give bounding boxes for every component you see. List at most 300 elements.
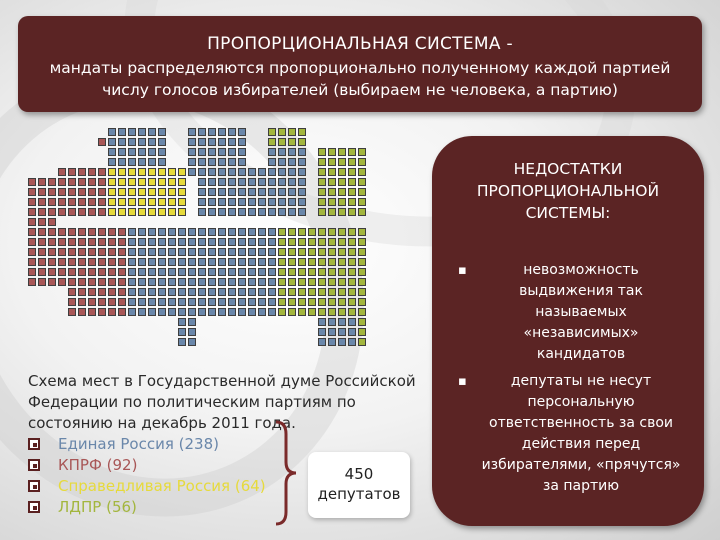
seat-cell: [158, 178, 166, 186]
seat-cell: [158, 288, 166, 296]
seat-cell: [38, 248, 46, 256]
seat-cell: [328, 178, 336, 186]
legend-item-kprf: [28, 455, 266, 476]
seat-cell: [338, 178, 346, 186]
seat-cell: [318, 318, 326, 326]
seat-cell: [198, 208, 206, 216]
seat-cell: [298, 168, 306, 176]
seat-cell: [328, 148, 336, 156]
seat-cell: [48, 198, 56, 206]
seat-cell: [78, 278, 86, 286]
seat-cell: [118, 258, 126, 266]
seat-cell: [238, 288, 246, 296]
seat-cell: [278, 188, 286, 196]
seat-cell: [38, 208, 46, 216]
seat-cell: [108, 268, 116, 276]
seat-cell: [88, 268, 96, 276]
seat-cell: [98, 198, 106, 206]
seat-cell: [68, 238, 76, 246]
seat-cell: [238, 138, 246, 146]
seat-cell: [78, 248, 86, 256]
seat-cell: [88, 178, 96, 186]
seat-cell: [198, 268, 206, 276]
seat-cell: [78, 288, 86, 296]
seat-cell: [208, 148, 216, 156]
seat-cell: [98, 248, 106, 256]
seat-cell: [128, 228, 136, 236]
seat-cell: [278, 298, 286, 306]
seat-cell: [38, 268, 46, 276]
seat-cell: [68, 198, 76, 206]
seat-cell: [308, 288, 316, 296]
seat-cell: [278, 258, 286, 266]
seat-cell: [188, 268, 196, 276]
seat-cell: [348, 238, 356, 246]
seat-cell: [338, 248, 346, 256]
seat-cell: [188, 138, 196, 146]
seat-cell: [348, 178, 356, 186]
seat-cell: [258, 198, 266, 206]
seat-cell: [298, 308, 306, 316]
seat-cell: [108, 238, 116, 246]
drawback-text: невозможность выдвижения так называемых «независимых» кандидатов: [519, 262, 643, 362]
seat-cell: [228, 238, 236, 246]
seat-cell: [298, 198, 306, 206]
seat-cell: [198, 228, 206, 236]
seat-cell: [118, 228, 126, 236]
seat-cell: [228, 158, 236, 166]
seat-cell: [198, 198, 206, 206]
seat-cell: [108, 248, 116, 256]
seat-cell: [208, 178, 216, 186]
seat-cell: [268, 158, 276, 166]
seat-cell: [148, 278, 156, 286]
seat-cell: [58, 278, 66, 286]
seat-cell: [148, 198, 156, 206]
seat-cell: [248, 188, 256, 196]
seat-cell: [68, 248, 76, 256]
seat-cell: [268, 188, 276, 196]
seat-cell: [338, 148, 346, 156]
seat-cell: [108, 308, 116, 316]
seat-cell: [268, 198, 276, 206]
seat-cell: [138, 188, 146, 196]
seat-cell: [338, 268, 346, 276]
seat-cell: [238, 268, 246, 276]
seat-cell: [208, 158, 216, 166]
seat-cell: [278, 238, 286, 246]
seat-cell: [108, 288, 116, 296]
seat-cell: [128, 168, 136, 176]
seat-cell: [58, 188, 66, 196]
seat-cell: [88, 228, 96, 236]
seat-cell: [338, 338, 346, 346]
seat-cell: [188, 168, 196, 176]
seat-cell: [148, 208, 156, 216]
seat-cell: [128, 248, 136, 256]
seat-cell: [298, 268, 306, 276]
seat-cell: [108, 188, 116, 196]
seat-cell: [138, 128, 146, 136]
seat-cell: [288, 178, 296, 186]
seat-cell: [168, 228, 176, 236]
seat-cell: [188, 128, 196, 136]
seat-cell: [248, 278, 256, 286]
seat-cell: [38, 188, 46, 196]
seat-cell: [178, 318, 186, 326]
seat-cell: [358, 208, 366, 216]
seat-cell: [148, 168, 156, 176]
seat-cell: [278, 168, 286, 176]
total-badge: [308, 452, 410, 518]
seat-cell: [288, 128, 296, 136]
seat-cell: [208, 278, 216, 286]
checkbox-bullet-icon: [28, 501, 40, 513]
seat-cell: [288, 278, 296, 286]
seat-cell: [118, 138, 126, 146]
seat-cell: [138, 138, 146, 146]
seat-cell: [138, 168, 146, 176]
seat-cell: [228, 268, 236, 276]
seat-cell: [108, 128, 116, 136]
seat-cell: [328, 188, 336, 196]
seat-cell: [228, 148, 236, 156]
seat-cell: [58, 228, 66, 236]
seat-cell: [98, 258, 106, 266]
seat-cell: [68, 258, 76, 266]
seat-cell: [338, 278, 346, 286]
seat-cell: [98, 308, 106, 316]
seat-cell: [158, 248, 166, 256]
seat-cell: [278, 198, 286, 206]
party-legend: [28, 434, 266, 518]
seat-cell: [238, 238, 246, 246]
seat-cell: [128, 208, 136, 216]
seat-cell: [28, 278, 36, 286]
seat-cell: [108, 198, 116, 206]
seat-cell: [288, 188, 296, 196]
seat-cell: [258, 168, 266, 176]
seat-cell: [318, 238, 326, 246]
seat-cell: [258, 308, 266, 316]
seat-cell: [118, 178, 126, 186]
seat-cell: [28, 268, 36, 276]
seat-cell: [158, 158, 166, 166]
seat-cell: [178, 228, 186, 236]
seat-cell: [268, 248, 276, 256]
seat-cell: [298, 208, 306, 216]
seat-cell: [78, 178, 86, 186]
seat-cell: [208, 248, 216, 256]
seat-cell: [268, 228, 276, 236]
seat-cell: [158, 188, 166, 196]
seat-cell: [28, 198, 36, 206]
seat-cell: [238, 198, 246, 206]
seat-cell: [238, 168, 246, 176]
seat-cell: [298, 258, 306, 266]
seat-cell: [258, 268, 266, 276]
seat-cell: [278, 228, 286, 236]
seat-cell: [98, 278, 106, 286]
seat-cell: [208, 128, 216, 136]
seat-cell: [338, 238, 346, 246]
seat-cell: [198, 148, 206, 156]
seat-cell: [348, 318, 356, 326]
seat-chart: [28, 128, 408, 368]
legend-label: Справедливая Россия (64): [58, 477, 266, 495]
seat-cell: [358, 278, 366, 286]
seat-cell: [338, 298, 346, 306]
drawbacks-title-line: НЕДОСТАТКИ: [513, 160, 623, 178]
seat-cell: [318, 248, 326, 256]
seat-cell: [38, 238, 46, 246]
seat-cell: [268, 238, 276, 246]
seat-cell: [208, 258, 216, 266]
seat-cell: [128, 158, 136, 166]
seat-cell: [158, 148, 166, 156]
seat-cell: [298, 248, 306, 256]
seat-cell: [278, 268, 286, 276]
seat-cell: [148, 288, 156, 296]
seat-cell: [328, 168, 336, 176]
seat-cell: [228, 178, 236, 186]
seat-cell: [208, 228, 216, 236]
seat-cell: [168, 268, 176, 276]
seat-cell: [308, 278, 316, 286]
seat-cell: [218, 238, 226, 246]
seat-cell: [138, 158, 146, 166]
seat-cell: [308, 308, 316, 316]
seat-cell: [218, 258, 226, 266]
seat-cell: [38, 218, 46, 226]
seat-cell: [238, 158, 246, 166]
seat-cell: [108, 168, 116, 176]
seat-cell: [358, 158, 366, 166]
legend-label: КПРФ (92): [58, 456, 138, 474]
seat-cell: [278, 248, 286, 256]
seat-cell: [248, 168, 256, 176]
seat-cell: [238, 148, 246, 156]
seat-cell: [178, 258, 186, 266]
seat-cell: [188, 308, 196, 316]
seat-cell: [298, 278, 306, 286]
seat-cell: [178, 248, 186, 256]
seat-cell: [248, 208, 256, 216]
seat-cell: [298, 288, 306, 296]
seat-cell: [288, 198, 296, 206]
seat-cell: [178, 278, 186, 286]
seat-cell: [198, 138, 206, 146]
seat-cell: [168, 198, 176, 206]
seat-cell: [208, 188, 216, 196]
seat-cell: [118, 188, 126, 196]
seat-cell: [98, 208, 106, 216]
seat-cell: [168, 248, 176, 256]
seat-cell: [138, 258, 146, 266]
checkbox-bullet-icon: [28, 459, 40, 471]
seat-cell: [178, 308, 186, 316]
seat-cell: [288, 238, 296, 246]
seat-cell: [338, 308, 346, 316]
seat-cell: [218, 298, 226, 306]
seat-cell: [168, 288, 176, 296]
seat-cell: [358, 268, 366, 276]
seat-cell: [328, 308, 336, 316]
subtitle-line: мандаты распределяются пропорционально полученному каждой партией: [49, 59, 671, 77]
seat-cell: [58, 248, 66, 256]
seat-cell: [258, 248, 266, 256]
seat-cell: [158, 268, 166, 276]
seat-cell: [258, 188, 266, 196]
seat-cell: [138, 298, 146, 306]
seat-cell: [198, 308, 206, 316]
seat-cell: [338, 208, 346, 216]
seat-cell: [188, 278, 196, 286]
seat-cell: [288, 308, 296, 316]
seat-cell: [108, 258, 116, 266]
seat-cell: [138, 288, 146, 296]
seat-cell: [218, 248, 226, 256]
seat-cell: [268, 138, 276, 146]
seat-cell: [198, 188, 206, 196]
seat-cell: [138, 148, 146, 156]
seat-cell: [268, 168, 276, 176]
drawback-text: депутаты не несут персональную ответственность за свои действия перед избирателями, «прячутся» за партию: [481, 373, 681, 494]
subtitle-line: числу голосов избирателей (выбираем не человека, а партию): [102, 81, 618, 99]
seat-cell: [288, 258, 296, 266]
seat-cell: [88, 248, 96, 256]
seat-cell: [168, 208, 176, 216]
seat-cell: [328, 158, 336, 166]
seat-cell: [138, 178, 146, 186]
seat-cell: [48, 268, 56, 276]
seat-cell: [48, 228, 56, 236]
seat-cell: [228, 308, 236, 316]
seat-cell: [108, 228, 116, 236]
seat-cell: [138, 248, 146, 256]
seat-cell: [158, 308, 166, 316]
seat-cell: [38, 178, 46, 186]
seat-cell: [318, 338, 326, 346]
seat-cell: [138, 208, 146, 216]
seat-cell: [358, 308, 366, 316]
seat-cell: [198, 278, 206, 286]
seat-cell: [338, 288, 346, 296]
seat-cell: [108, 278, 116, 286]
seat-cell: [188, 228, 196, 236]
seat-cell: [58, 168, 66, 176]
seat-cell: [158, 208, 166, 216]
seat-cell: [248, 198, 256, 206]
drawbacks-title-line: ПРОПОРЦИОНАЛЬНОЙ: [476, 182, 660, 200]
seat-cell: [98, 178, 106, 186]
seat-cell: [28, 208, 36, 216]
seat-cell: [118, 278, 126, 286]
seat-cell: [358, 228, 366, 236]
seat-cell: [98, 138, 106, 146]
seat-cell: [148, 238, 156, 246]
seat-cell: [348, 278, 356, 286]
seat-cell: [158, 128, 166, 136]
seat-cell: [38, 258, 46, 266]
seat-cell: [358, 238, 366, 246]
seat-cell: [178, 288, 186, 296]
seat-cell: [268, 128, 276, 136]
seat-cell: [328, 238, 336, 246]
seat-cell: [338, 188, 346, 196]
seat-cell: [318, 208, 326, 216]
checkbox-bullet-icon: [28, 480, 40, 492]
seat-cell: [328, 298, 336, 306]
seat-cell: [238, 258, 246, 266]
seat-cell: [108, 298, 116, 306]
seat-cell: [178, 268, 186, 276]
seat-cell: [348, 248, 356, 256]
seat-cell: [218, 138, 226, 146]
seat-cell: [238, 178, 246, 186]
seat-cell: [318, 188, 326, 196]
seat-cell: [358, 258, 366, 266]
seat-cell: [128, 268, 136, 276]
seat-cell: [118, 158, 126, 166]
seat-cell: [188, 238, 196, 246]
seat-cell: [178, 198, 186, 206]
seat-cell: [228, 208, 236, 216]
seat-cell: [88, 238, 96, 246]
seat-cell: [288, 298, 296, 306]
seat-cell: [118, 148, 126, 156]
seat-cell: [318, 168, 326, 176]
seat-cell: [318, 148, 326, 156]
seat-cell: [348, 188, 356, 196]
seat-cell: [248, 288, 256, 296]
seat-cell: [298, 238, 306, 246]
seat-cell: [338, 198, 346, 206]
seat-cell: [198, 258, 206, 266]
drawback-item: [458, 371, 682, 497]
seat-cell: [218, 128, 226, 136]
seat-cell: [228, 138, 236, 146]
seat-cell: [88, 188, 96, 196]
seat-cell: [28, 218, 36, 226]
seat-cell: [158, 138, 166, 146]
seat-cell: [148, 178, 156, 186]
seat-cell: [118, 128, 126, 136]
seat-cell: [28, 248, 36, 256]
seat-cell: [248, 248, 256, 256]
seat-cell: [88, 198, 96, 206]
seat-cell: [168, 278, 176, 286]
seat-cell: [298, 158, 306, 166]
seat-cell: [258, 258, 266, 266]
seat-cell: [258, 298, 266, 306]
seat-cell: [358, 148, 366, 156]
total-value: 450: [344, 465, 374, 483]
seat-cell: [358, 288, 366, 296]
seat-cell: [348, 158, 356, 166]
seat-cell: [128, 138, 136, 146]
seat-cell: [298, 128, 306, 136]
seat-cell: [358, 338, 366, 346]
seat-cell: [78, 308, 86, 316]
seat-cell: [68, 278, 76, 286]
seat-cell: [218, 198, 226, 206]
seat-cell: [138, 198, 146, 206]
seat-cell: [128, 288, 136, 296]
seat-cell: [228, 198, 236, 206]
seat-cell: [98, 238, 106, 246]
seat-cell: [148, 298, 156, 306]
